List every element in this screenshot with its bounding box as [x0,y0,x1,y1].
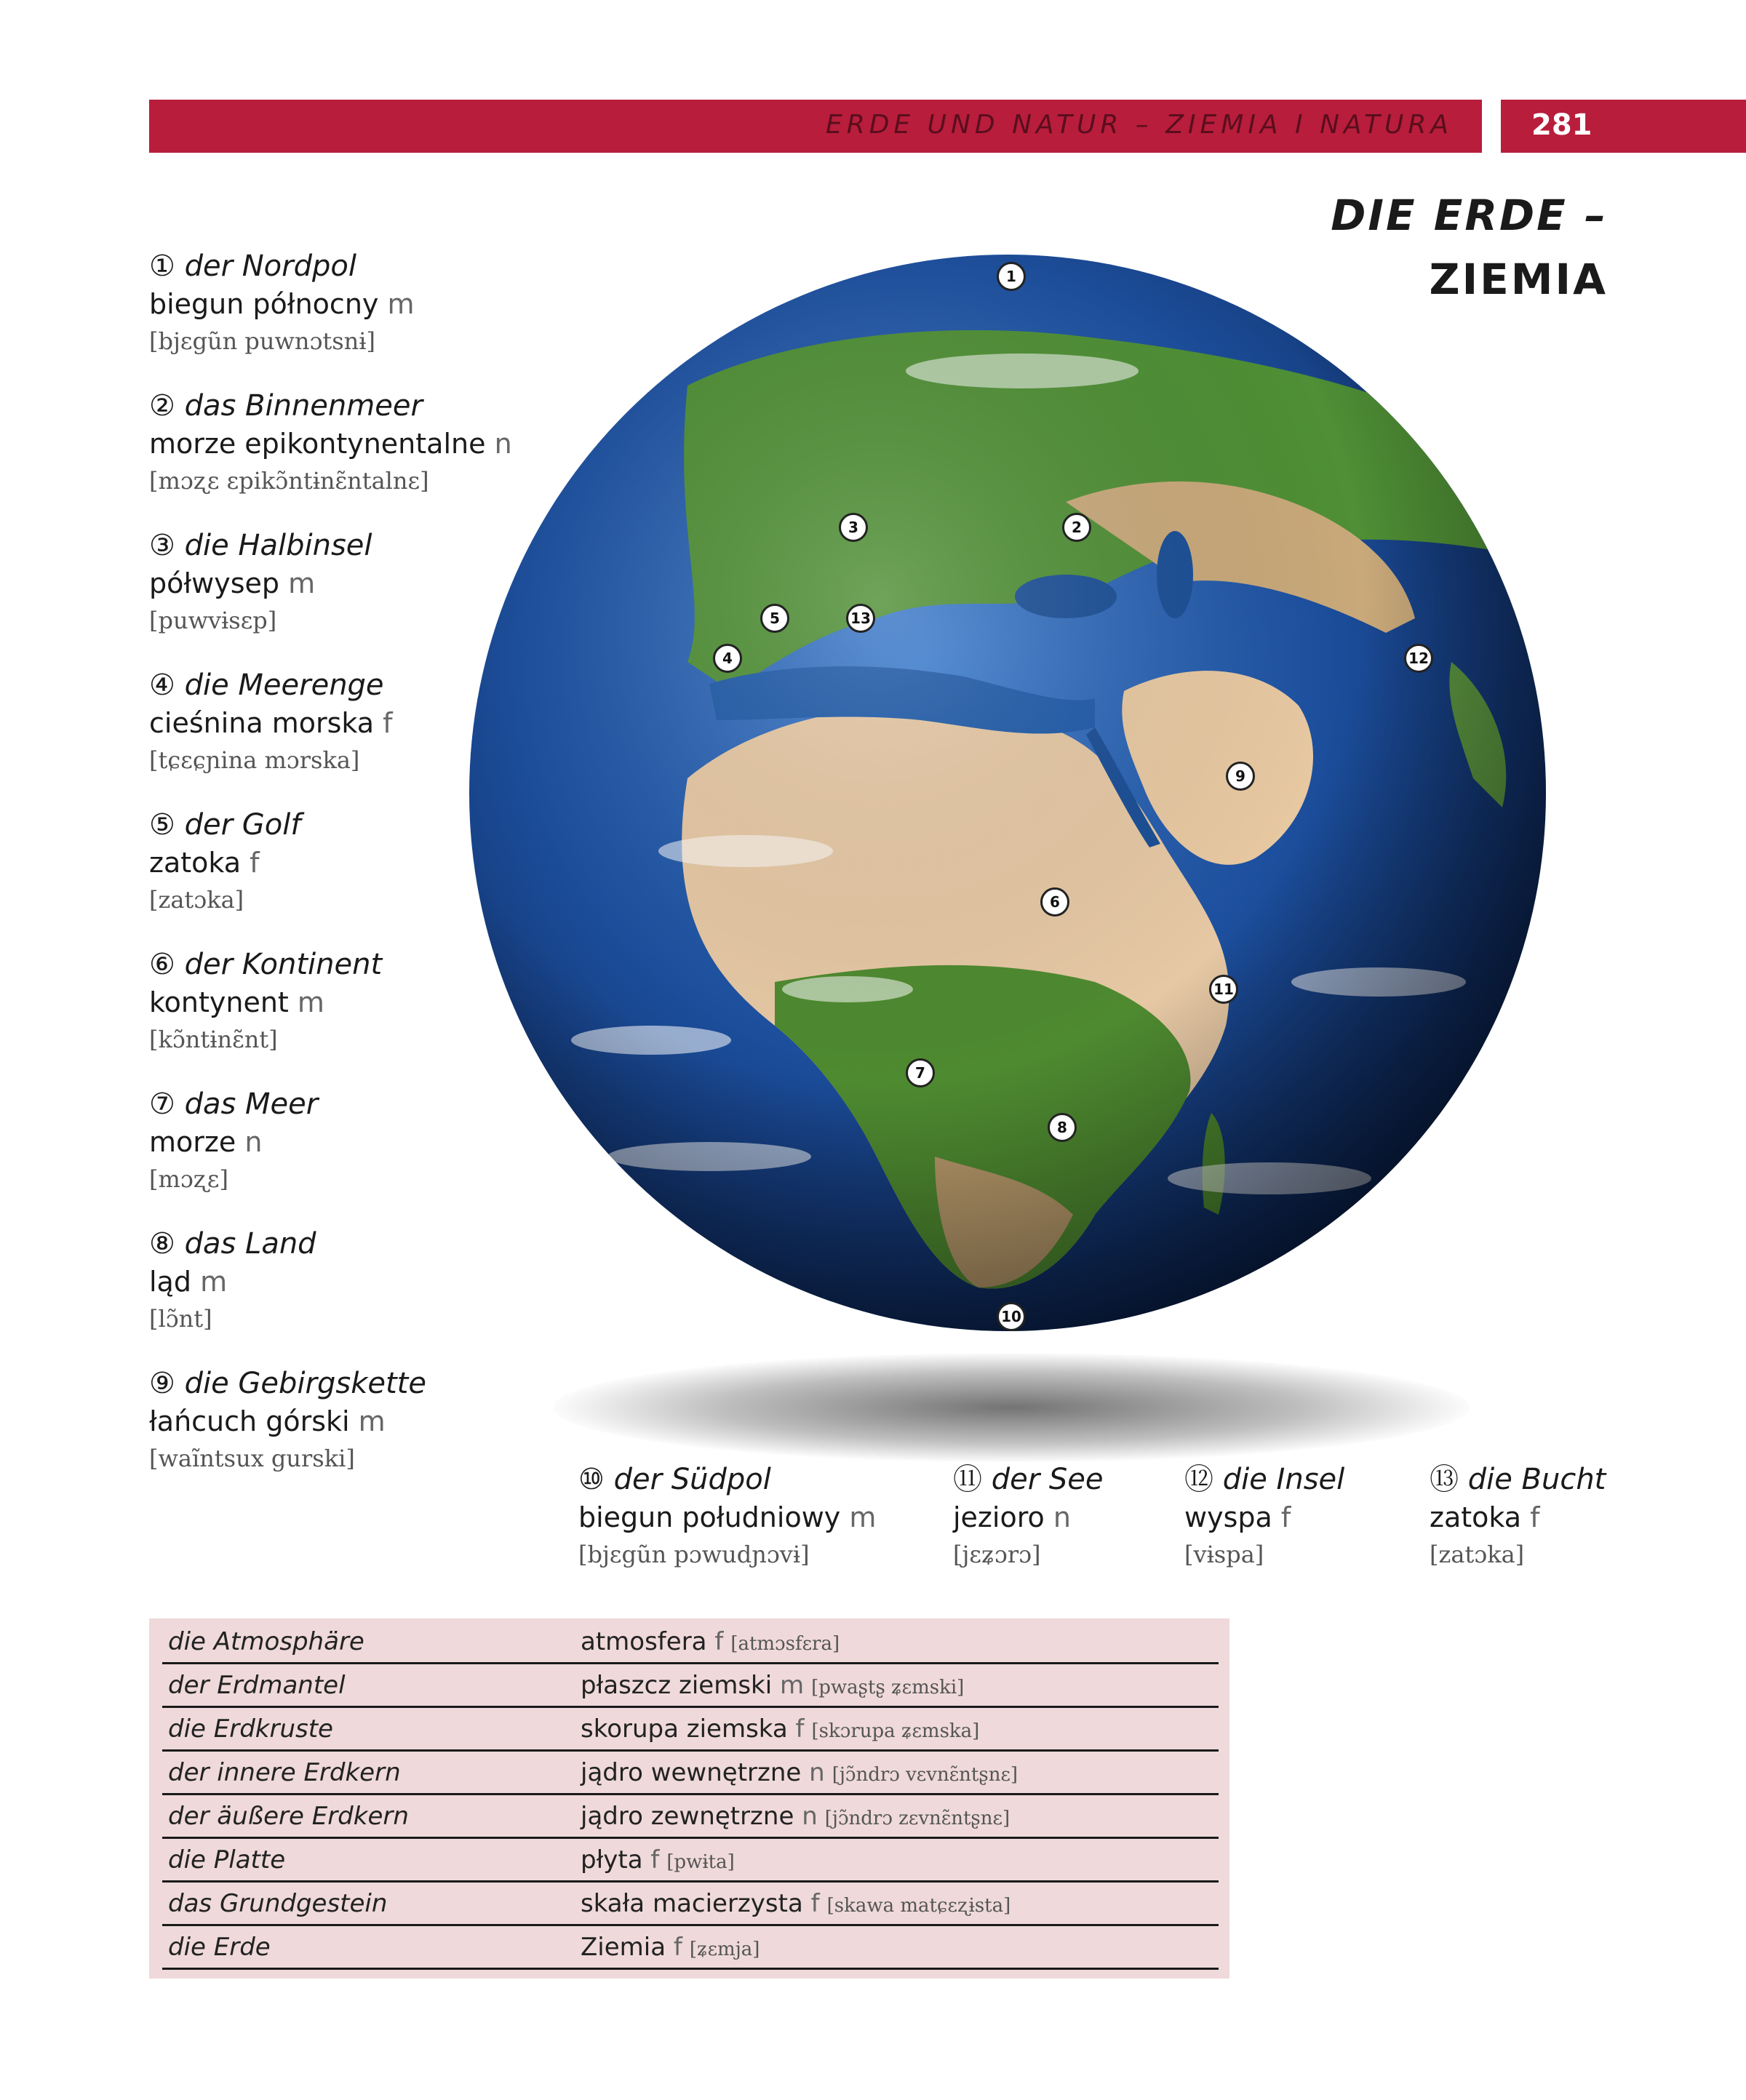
polish-term [149,704,393,742]
german-word: die Insel [1222,1463,1345,1496]
table-german-term: die Erdkruste [168,1714,333,1744]
globe-marker-9: 9 [1226,762,1255,791]
gender-marker: n [494,428,512,460]
german-term [578,1461,876,1498]
globe-marker-6: 6 [1040,887,1069,917]
entry-number: ⑥ [149,948,175,981]
pronunciation: [tɕɛɕɲina mɔrska] [149,746,360,774]
vocab-entry [149,666,393,778]
table-polish-term [581,1845,735,1875]
globe-shadow [553,1353,1470,1462]
german-word: das Land [184,1227,316,1261]
gender-marker: f [1530,1501,1540,1533]
german-term [149,387,512,425]
vocab-entry [149,1085,318,1197]
polish-word: cieśnina morska [149,707,375,739]
table-polish-word: jądro wewnętrzne [581,1758,802,1787]
table-row [162,1618,1219,1664]
earth-globe-image [469,255,1546,1331]
polish-term [149,285,415,323]
polish-word: zatoka [149,847,242,879]
table-row [162,1880,1219,1926]
german-word: der Südpol [613,1463,771,1496]
polish-term [149,1123,318,1161]
page-title-line-1: DIE ERDE – [1331,191,1608,240]
table-polish-word: skała macierzysta [581,1889,803,1918]
german-term [149,527,372,564]
gender-marker: f [383,707,393,739]
table-row [162,1837,1219,1883]
german-word: die Gebirgskette [184,1367,426,1400]
table-pronunciation: [pwɨta] [666,1851,735,1873]
german-term [1430,1461,1606,1498]
german-word: der Golf [184,808,301,842]
table-polish-word: atmosfera [581,1627,707,1656]
globe-marker-12: 12 [1404,644,1433,673]
entry-number: ⑧ [149,1227,175,1261]
table-german-term: der innere Erdkern [168,1758,401,1787]
gender-marker: m [297,986,324,1018]
german-word: die Meerenge [184,668,384,702]
pronunciation: [jɛʑɔrɔ] [953,1541,1041,1568]
entry-number: ③ [149,529,175,562]
german-term [149,247,415,285]
table-polish-term [581,1758,1018,1787]
table-pronunciation: [jɔ̃ndrɔ zɛvnɛ̃ntʂnɛ] [824,1808,1010,1829]
table-polish-word: skorupa ziemska [581,1714,788,1744]
table-gender-marker: m [779,1671,805,1700]
vocab-entry [953,1461,1104,1573]
earth-globe-illustration [469,255,1546,1331]
table-pronunciation: [pwaʂtʂ ʑɛmski] [811,1677,965,1698]
globe-marker-11: 11 [1209,975,1238,1004]
table-row [162,1924,1219,1970]
vocabulary-table [149,1618,1229,1979]
table-gender-marker: f [810,1889,820,1918]
polish-term [578,1498,876,1536]
page-number: 281 [1531,108,1592,142]
pronunciation: [bjɛgũn puwnɔtsnɨ] [149,327,375,355]
entry-number: ⑩ [578,1463,605,1496]
german-term [149,666,393,704]
german-word: die Halbinsel [184,529,372,562]
polish-word: morze [149,1126,236,1158]
gender-marker: m [387,288,415,320]
german-word: der Kontinent [184,948,383,981]
german-word: der See [991,1463,1104,1496]
table-row [162,1662,1219,1708]
section-title: ERDE UND NATUR – ZIEMIA I NATURA [825,110,1453,140]
polish-term [149,983,382,1021]
vocab-entry [149,527,372,639]
entry-number: ① [149,249,175,283]
entry-number: ④ [149,668,175,702]
entry-number: ② [149,389,175,423]
polish-word: półwysep [149,567,280,599]
polish-word: jezioro [953,1501,1045,1533]
german-term [149,1365,426,1402]
polish-term [1430,1498,1606,1536]
german-term [953,1461,1104,1498]
table-german-term: das Grundgestein [168,1889,388,1918]
polish-word: biegun północny [149,288,379,320]
german-word: das Binnenmeer [184,389,423,423]
german-word: der Nordpol [184,249,356,283]
globe-marker-1: 1 [997,262,1026,291]
table-polish-term [581,1714,979,1744]
gender-marker: m [849,1501,877,1533]
table-gender-marker: f [650,1845,660,1875]
table-polish-term [581,1671,964,1700]
polish-word: kontynent [149,986,289,1018]
gender-marker: n [1053,1501,1071,1533]
section-header-bar [149,100,1482,153]
table-polish-term [581,1889,1010,1918]
polish-term [149,425,512,463]
vocab-entry [149,247,415,359]
german-word: die Bucht [1467,1463,1606,1496]
table-polish-word: płyta [581,1845,643,1875]
pronunciation: [bjɛgũn pɔwudɲɔvɨ] [578,1541,810,1568]
globe-marker-8: 8 [1048,1113,1077,1142]
polish-term [953,1498,1104,1536]
vocab-entry [149,806,300,918]
german-word: das Meer [184,1087,319,1121]
entry-number: ⑬ [1430,1463,1459,1496]
vocab-entry [149,946,382,1058]
globe-marker-10: 10 [997,1302,1026,1331]
table-german-term: der Erdmantel [168,1671,346,1700]
vocab-entry [149,1365,426,1477]
pronunciation: [kɔ̃ntɨnɛ̃nt] [149,1026,278,1053]
pronunciation: [zatɔka] [149,886,244,914]
polish-word: ląd [149,1266,191,1298]
table-german-term: die Erde [168,1933,271,1962]
gender-marker: f [1280,1501,1291,1533]
table-gender-marker: f [795,1714,805,1744]
german-term [149,946,382,983]
polish-word: wyspa [1184,1501,1272,1533]
pronunciation: [vɨspa] [1184,1541,1264,1568]
polish-term [149,844,300,882]
table-german-term: die Platte [168,1845,286,1875]
table-german-term: der äußere Erdkern [168,1802,409,1831]
german-term [149,1225,316,1263]
table-polish-term [581,1627,840,1656]
polish-term [149,1402,426,1440]
table-pronunciation: [jɔ̃ndrɔ vɛvnɛ̃ntʂnɛ] [832,1764,1018,1786]
vocab-entry [149,387,512,499]
table-polish-word: Ziemia [581,1933,666,1962]
polish-term [149,564,372,602]
gender-marker: f [250,847,260,879]
table-gender-marker: f [714,1627,724,1656]
entry-number: ⑫ [1184,1463,1213,1496]
polish-term [149,1263,316,1301]
globe-marker-3: 3 [839,513,868,542]
table-polish-word: płaszcz ziemski [581,1671,773,1700]
table-german-term: die Atmosphäre [168,1627,364,1656]
gender-marker: n [244,1126,263,1158]
globe-marker-4: 4 [713,644,742,673]
entry-number: ⑦ [149,1087,175,1121]
table-row [162,1706,1219,1752]
polish-word: biegun południowy [578,1501,841,1533]
table-pronunciation: [atmɔsfɛra] [730,1633,840,1655]
page-number-box [1501,100,1746,153]
gender-marker: m [200,1266,228,1298]
german-term [149,806,300,844]
entry-number: ⑨ [149,1367,175,1400]
pronunciation: [zatɔka] [1430,1541,1525,1568]
vocab-entry [1430,1461,1606,1573]
german-term [1184,1461,1344,1498]
polish-word: zatoka [1430,1501,1522,1533]
vocab-entry [149,1225,316,1337]
german-term [149,1085,318,1123]
pronunciation: [lɔ̃nt] [149,1305,212,1333]
vocab-entry [578,1461,876,1573]
polish-word: morze epikontynentalne [149,428,486,460]
table-polish-term [581,1933,760,1962]
table-row [162,1749,1219,1795]
table-gender-marker: n [802,1802,818,1831]
table-gender-marker: f [673,1933,682,1962]
table-polish-term [581,1802,1010,1831]
pronunciation: [puwvɨsɛp] [149,607,277,634]
page-title-line-2: ZIEMIA [1429,255,1608,304]
pronunciation: [waĩntsux gurski] [149,1445,355,1472]
table-pronunciation: [skawa matɕɛʐɨsta] [826,1895,1011,1917]
gender-marker: m [358,1405,386,1437]
pronunciation: [mɔʐɛ] [149,1165,228,1193]
entry-number: ⑪ [953,1463,982,1496]
globe-marker-2: 2 [1062,513,1091,542]
table-pronunciation: [skɔrupa ʑɛmska] [811,1720,980,1742]
entry-number: ⑤ [149,808,175,842]
table-row [162,1793,1219,1839]
globe-marker-5: 5 [760,604,789,633]
table-gender-marker: n [809,1758,825,1787]
globe-marker-13: 13 [846,604,875,633]
table-pronunciation: [ʑɛmja] [689,1939,760,1960]
polish-term [1184,1498,1344,1536]
pronunciation: [mɔʐɛ ɛpikɔ̃ntɨnɛ̃ntalnɛ] [149,467,429,495]
polish-word: łańcuch górski [149,1405,350,1437]
table-polish-word: jądro zewnętrzne [581,1802,794,1831]
gender-marker: m [288,567,316,599]
vocab-entry [1184,1461,1344,1573]
globe-marker-7: 7 [906,1058,935,1087]
